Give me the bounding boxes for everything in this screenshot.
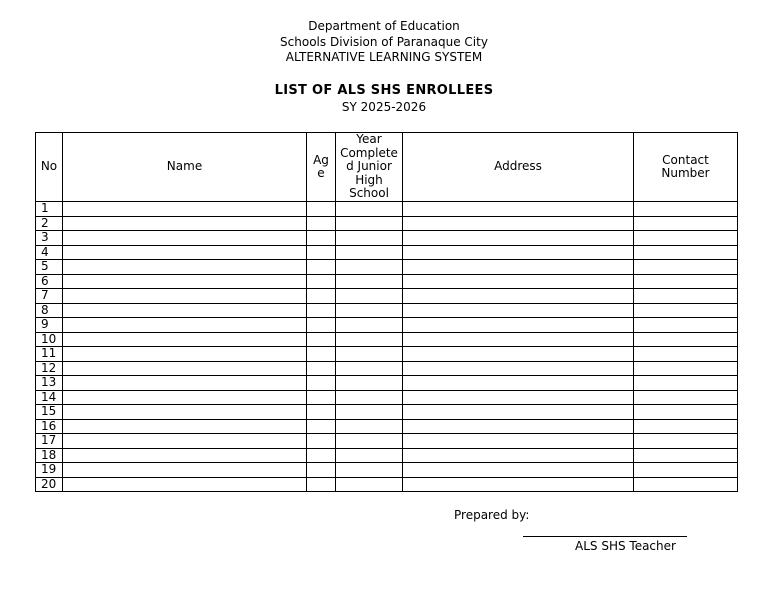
table-row <box>36 318 738 333</box>
name-cell[interactable] <box>63 405 307 420</box>
row-number: 14 <box>36 390 63 405</box>
contact-cell[interactable] <box>634 434 738 449</box>
year-completed-cell[interactable] <box>336 405 403 420</box>
contact-cell[interactable] <box>634 361 738 376</box>
address-cell[interactable] <box>403 318 634 333</box>
name-cell[interactable] <box>63 448 307 463</box>
row-number: 18 <box>36 448 63 463</box>
table-row <box>36 289 738 304</box>
contact-cell[interactable] <box>634 347 738 362</box>
address-cell[interactable] <box>403 303 634 318</box>
name-cell[interactable] <box>63 390 307 405</box>
row-number: 10 <box>36 332 63 347</box>
address-cell[interactable] <box>403 216 634 231</box>
name-cell[interactable] <box>63 202 307 217</box>
row-number: 11 <box>36 347 63 362</box>
header-text-line: e <box>317 166 325 180</box>
contact-cell[interactable] <box>634 303 738 318</box>
row-number: 20 <box>36 477 63 492</box>
year-completed-cell[interactable] <box>336 274 403 289</box>
name-cell[interactable] <box>63 318 307 333</box>
header-text-line: Name <box>166 159 203 174</box>
header-name <box>63 133 307 202</box>
contact-cell[interactable] <box>634 231 738 246</box>
name-cell[interactable] <box>63 216 307 231</box>
division-name: Schools Division of Paranaque City <box>280 34 488 49</box>
header-text-line: Ag <box>313 152 329 167</box>
row-number: 12 <box>36 361 63 376</box>
table-row <box>36 477 738 492</box>
contact-cell[interactable] <box>634 405 738 420</box>
header-text-line: Year <box>356 132 382 147</box>
name-cell[interactable] <box>63 332 307 347</box>
header-contact-number <box>634 133 738 202</box>
address-cell[interactable] <box>403 289 634 304</box>
address-cell[interactable] <box>403 347 634 362</box>
age-cell[interactable] <box>307 448 336 463</box>
year-completed-cell[interactable] <box>336 289 403 304</box>
table-row <box>36 448 738 463</box>
year-completed-cell[interactable] <box>336 216 403 231</box>
row-number: 4 <box>36 245 63 260</box>
row-number: 16 <box>36 419 63 434</box>
age-cell[interactable] <box>307 202 336 217</box>
table-row <box>36 390 738 405</box>
name-cell[interactable] <box>63 289 307 304</box>
header-text-line: Number <box>661 166 710 180</box>
contact-cell[interactable] <box>634 419 738 434</box>
age-cell[interactable] <box>307 477 336 492</box>
age-cell[interactable] <box>307 361 336 376</box>
age-cell[interactable] <box>307 245 336 260</box>
year-completed-cell[interactable] <box>336 361 403 376</box>
age-cell[interactable] <box>307 390 336 405</box>
age-cell[interactable] <box>307 216 336 231</box>
contact-cell[interactable] <box>634 376 738 391</box>
age-cell[interactable] <box>307 332 336 347</box>
name-cell[interactable] <box>63 376 307 391</box>
row-number: 13 <box>36 376 63 391</box>
row-number: 7 <box>36 289 63 304</box>
year-completed-cell[interactable] <box>336 390 403 405</box>
table-header-row <box>36 133 738 202</box>
table-row <box>36 216 738 231</box>
contact-cell[interactable] <box>634 318 738 333</box>
row-number: 8 <box>36 303 63 318</box>
department-name: Department of Education <box>308 19 460 33</box>
letterhead <box>0 19 768 66</box>
year-completed-cell[interactable] <box>336 347 403 362</box>
header-no <box>36 133 63 202</box>
table-row <box>36 347 738 362</box>
row-number: 1 <box>36 202 63 217</box>
row-number: 6 <box>36 274 63 289</box>
name-cell[interactable] <box>63 477 307 492</box>
name-cell[interactable] <box>63 434 307 449</box>
age-cell[interactable] <box>307 347 336 362</box>
age-cell[interactable] <box>307 419 336 434</box>
header-text-line: Contact <box>662 152 709 167</box>
address-cell[interactable] <box>403 376 634 391</box>
header-age <box>307 133 336 202</box>
address-cell[interactable] <box>403 361 634 376</box>
row-number: 19 <box>36 463 63 478</box>
contact-cell[interactable] <box>634 202 738 217</box>
age-cell[interactable] <box>307 434 336 449</box>
table-row <box>36 361 738 376</box>
school-year: SY 2025-2026 <box>341 100 427 114</box>
age-cell[interactable] <box>307 303 336 318</box>
address-cell[interactable] <box>403 448 634 463</box>
header-text-line: d Junior <box>346 159 392 174</box>
age-cell[interactable] <box>307 376 336 391</box>
year-completed-cell[interactable] <box>336 245 403 260</box>
contact-cell[interactable] <box>634 274 738 289</box>
row-number: 17 <box>36 434 63 449</box>
table-row <box>36 260 738 275</box>
name-cell[interactable] <box>63 419 307 434</box>
contact-cell[interactable] <box>634 463 738 478</box>
prepared-by-label: Prepared by: <box>454 508 530 522</box>
address-cell[interactable] <box>403 463 634 478</box>
table-row <box>36 376 738 391</box>
age-cell[interactable] <box>307 274 336 289</box>
name-cell[interactable] <box>63 303 307 318</box>
address-cell[interactable] <box>403 202 634 217</box>
table-row <box>36 405 738 420</box>
table-row <box>36 434 738 449</box>
row-number: 2 <box>36 216 63 231</box>
address-cell[interactable] <box>403 390 634 405</box>
header-text-line: High <box>355 172 383 187</box>
contact-cell[interactable] <box>634 477 738 492</box>
table-row <box>36 303 738 318</box>
table-row <box>36 463 738 478</box>
name-cell[interactable] <box>63 245 307 260</box>
signatory-title: ALS SHS Teacher <box>575 539 676 553</box>
enrollees-table <box>35 132 738 492</box>
address-cell[interactable] <box>403 231 634 246</box>
row-number: 9 <box>36 318 63 333</box>
name-cell[interactable] <box>63 361 307 376</box>
contact-cell[interactable] <box>634 332 738 347</box>
table-row <box>36 202 738 217</box>
address-cell[interactable] <box>403 332 634 347</box>
age-cell[interactable] <box>307 405 336 420</box>
address-cell[interactable] <box>403 477 634 492</box>
row-number: 15 <box>36 405 63 420</box>
contact-cell[interactable] <box>634 245 738 260</box>
address-cell[interactable] <box>403 274 634 289</box>
name-cell[interactable] <box>63 274 307 289</box>
year-completed-cell[interactable] <box>336 376 403 391</box>
table-row <box>36 332 738 347</box>
name-cell[interactable] <box>63 347 307 362</box>
year-completed-cell[interactable] <box>336 434 403 449</box>
age-cell[interactable] <box>307 463 336 478</box>
table-body <box>36 202 738 492</box>
year-completed-cell[interactable] <box>336 202 403 217</box>
contact-cell[interactable] <box>634 289 738 304</box>
year-completed-cell[interactable] <box>336 419 403 434</box>
year-completed-cell[interactable] <box>336 448 403 463</box>
table-row <box>36 245 738 260</box>
year-completed-cell[interactable] <box>336 303 403 318</box>
year-completed-cell[interactable] <box>336 332 403 347</box>
header-text-line: No <box>40 159 58 174</box>
header-text-line: Complete <box>340 145 398 160</box>
year-completed-cell[interactable] <box>336 318 403 333</box>
address-cell[interactable] <box>403 434 634 449</box>
name-cell[interactable] <box>63 231 307 246</box>
year-completed-cell[interactable] <box>336 260 403 275</box>
year-completed-cell[interactable] <box>336 463 403 478</box>
document-title: LIST OF ALS SHS ENROLLEES <box>274 83 494 98</box>
contact-cell[interactable] <box>634 448 738 463</box>
age-cell[interactable] <box>307 289 336 304</box>
row-number: 5 <box>36 260 63 275</box>
program-name: ALTERNATIVE LEARNING SYSTEM <box>285 50 483 64</box>
contact-cell[interactable] <box>634 260 738 275</box>
header-year-completed <box>336 133 403 202</box>
table-row <box>36 419 738 434</box>
name-cell[interactable] <box>63 463 307 478</box>
contact-cell[interactable] <box>634 216 738 231</box>
address-cell[interactable] <box>403 245 634 260</box>
signature-line <box>523 536 687 537</box>
age-cell[interactable] <box>307 231 336 246</box>
age-cell[interactable] <box>307 318 336 333</box>
table-row <box>36 274 738 289</box>
address-cell[interactable] <box>403 405 634 420</box>
year-completed-cell[interactable] <box>336 231 403 246</box>
header-text-line: School <box>349 186 389 201</box>
contact-cell[interactable] <box>634 390 738 405</box>
table-row <box>36 231 738 246</box>
name-cell[interactable] <box>63 260 307 275</box>
header-address <box>403 133 634 202</box>
year-completed-cell[interactable] <box>336 477 403 492</box>
header-text-line: Address <box>494 159 542 174</box>
address-cell[interactable] <box>403 419 634 434</box>
age-cell[interactable] <box>307 260 336 275</box>
row-number: 3 <box>36 231 63 246</box>
address-cell[interactable] <box>403 260 634 275</box>
